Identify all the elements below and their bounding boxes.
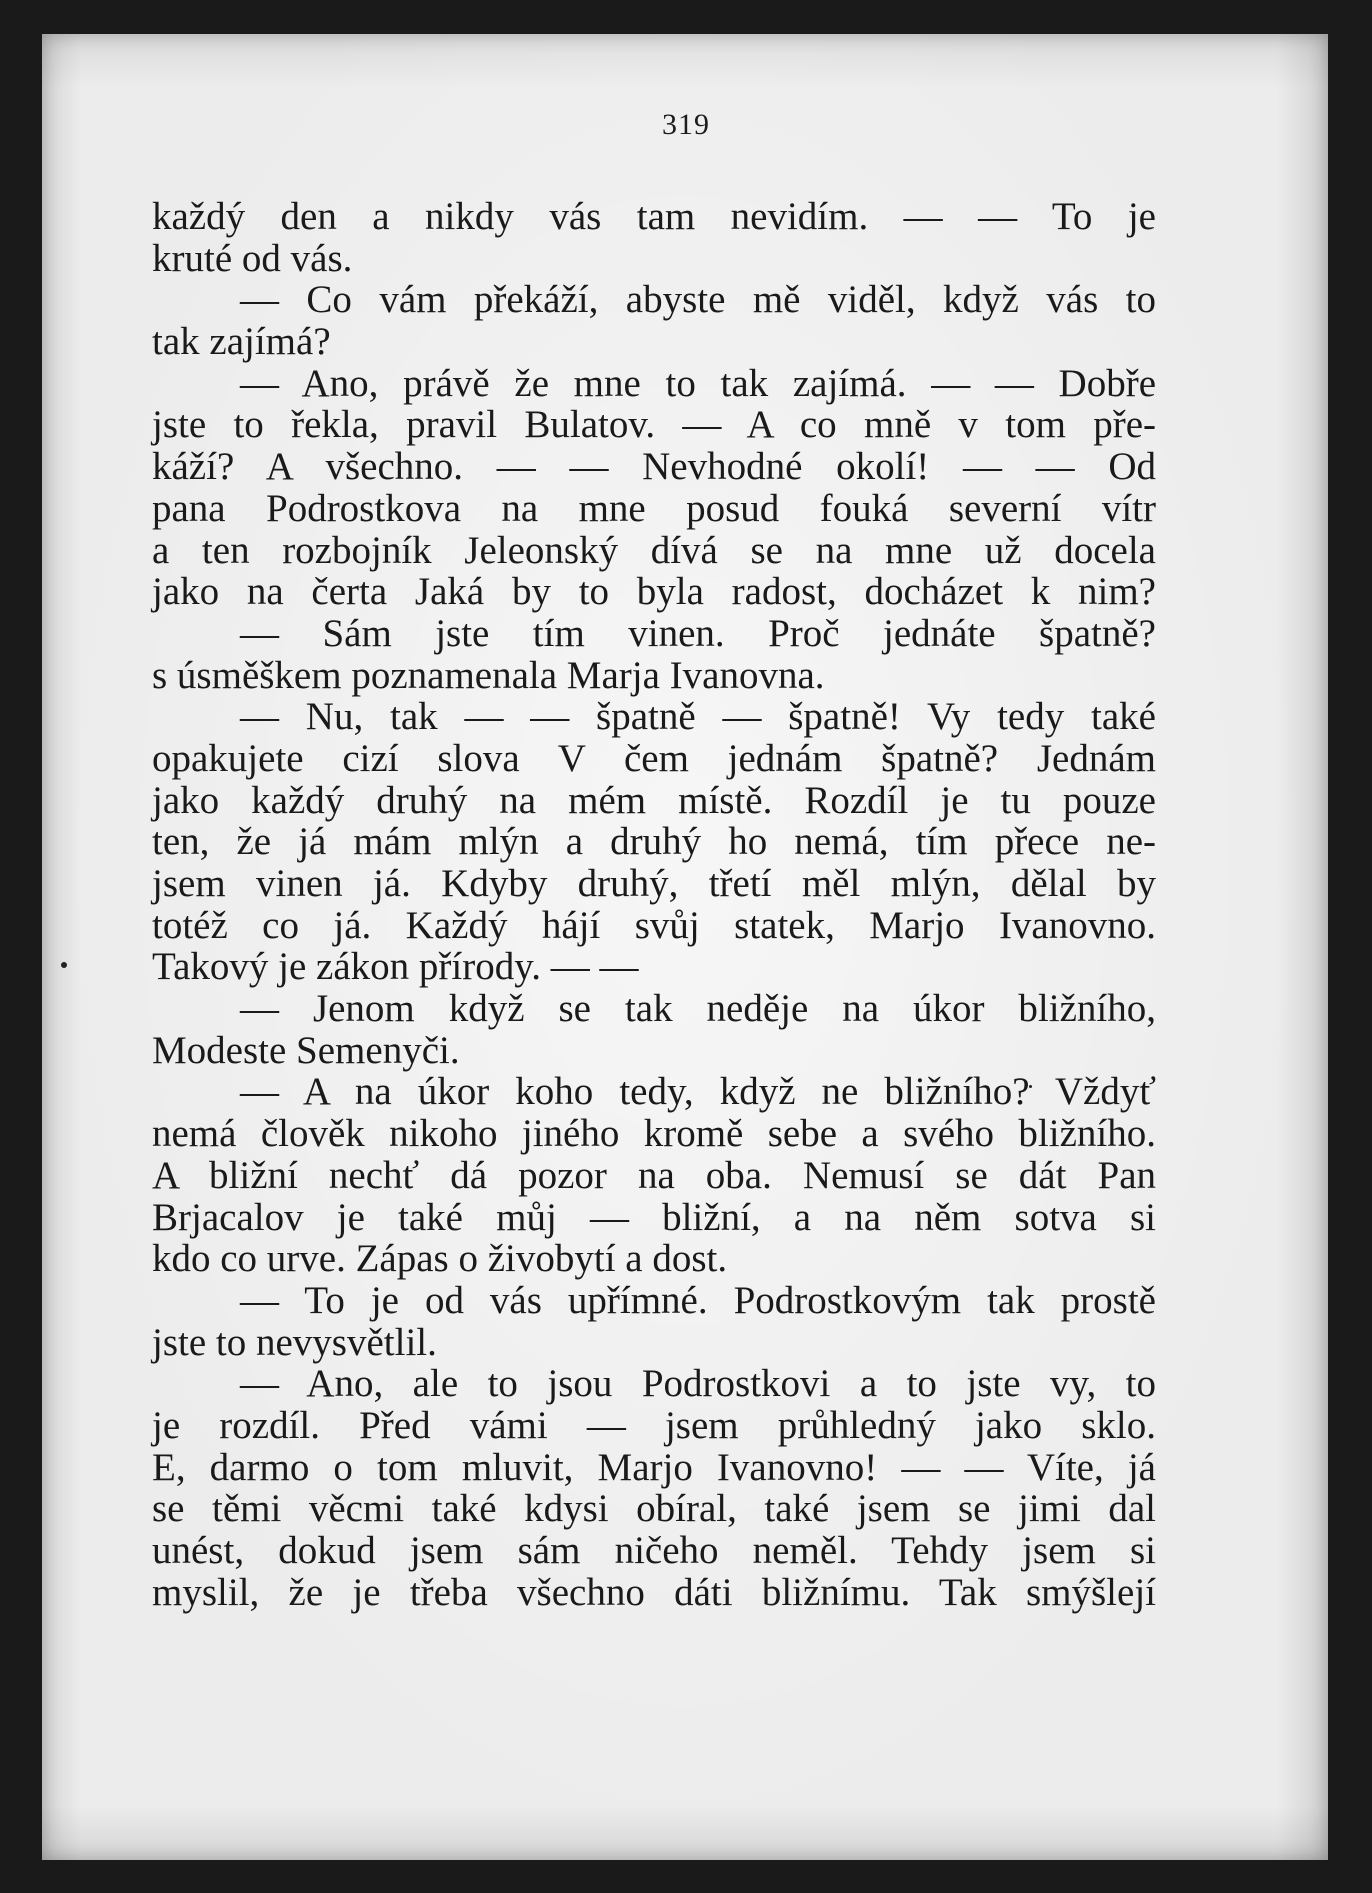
text-line: E, darmo o tom mluvit, Marjo Ivanovno! — — Víte, já [152,1445,1156,1489]
text-line: — Ano, právě že mne to tak zajímá. — — Dobře [240,361,1156,405]
text-line: Modeste Semenyči. [152,1028,460,1072]
text-line: každý den a nikdy vás tam nevidím. — — To je [152,195,1156,238]
text-line: opakujete cizí slova V čem jednám špatně? Jednám [152,736,1156,780]
text-line: myslil, že je třeba všechno dáti bližnímu. Tak smýšlejí [152,1570,1156,1614]
text-line: pana Podrostkova na mne posud fouká severní vítr [152,486,1156,530]
text-line: káží? A všechno. — — Nevhodné okolí! — — Od [152,445,1156,489]
text-line: — Co vám překáží, abyste mě viděl, když vás to [240,278,1156,322]
text-line: nemá člověk nikoho jiného kromě sebe a svého bližního. [152,1112,1156,1156]
text-line: ten, že já mám mlýn a druhý ho nemá, tím přece ne- [152,820,1156,864]
text-line: — Ano, ale to jsou Podrostkovi a to jste vy, to [240,1362,1156,1406]
text-line: A bližní nechť dá pozor na oba. Nemusí se dát Pan [152,1153,1156,1197]
text-line: jako každý druhý na mém místě. Rozdíl je tu pouze [152,778,1156,822]
print-speck [61,962,67,968]
text-line: — Sám jste tím vinen. Proč jednáte špatně? [240,611,1156,655]
text-line: se těmi věcmi také kdysi obíral, také jsem se jimi dal [152,1487,1156,1531]
text-line: kruté od vás. [152,236,353,280]
page-number: 319 [662,108,710,141]
text-line: Takový je zákon přírody. — — [152,945,639,989]
body-text [152,196,1156,1613]
text-line: — Jenom když se tak neděje na úkor bližního, [240,987,1156,1031]
text-line: s úsměškem poznamenala Marja Ivanovna. [152,653,825,697]
text-line: totéž co já. Každý hájí svůj statek, Marjo Ivanovno. [152,903,1156,947]
text-line: tak zajímá? [152,320,331,364]
text-line: kdo co urve. Zápas o živobytí a dost. [152,1237,728,1281]
text-line: jako na čerta Jaká by to byla radost, docházet k nim? [152,570,1156,614]
text-line: Brjacalov je také můj — bližní, a na něm sotva si [152,1195,1156,1239]
text-line: — Nu, tak — — špatně — špatně! Vy tedy také [240,695,1156,739]
text-line: jste to nevysvětlil. [152,1320,437,1364]
text-line: jste to řekla, pravil Bulatov. — A co mně v tom pře- [152,403,1156,447]
text-line: jsem vinen já. Kdyby druhý, třetí měl mlýn, dělal by [152,862,1156,905]
text-line: je rozdíl. Před vámi — jsem průhledný jako sklo. [152,1403,1156,1447]
text-line: — A na úkor koho tedy, když ne bližního? Vždyť [240,1070,1156,1114]
text-line: a ten rozbojník Jeleonský dívá se na mne už docela [152,528,1156,572]
text-line: unést, dokud jsem sám ničeho neměl. Tehdy jsem si [152,1529,1156,1572]
text-line: — To je od vás upřímné. Podrostkovým tak prostě [240,1278,1156,1322]
